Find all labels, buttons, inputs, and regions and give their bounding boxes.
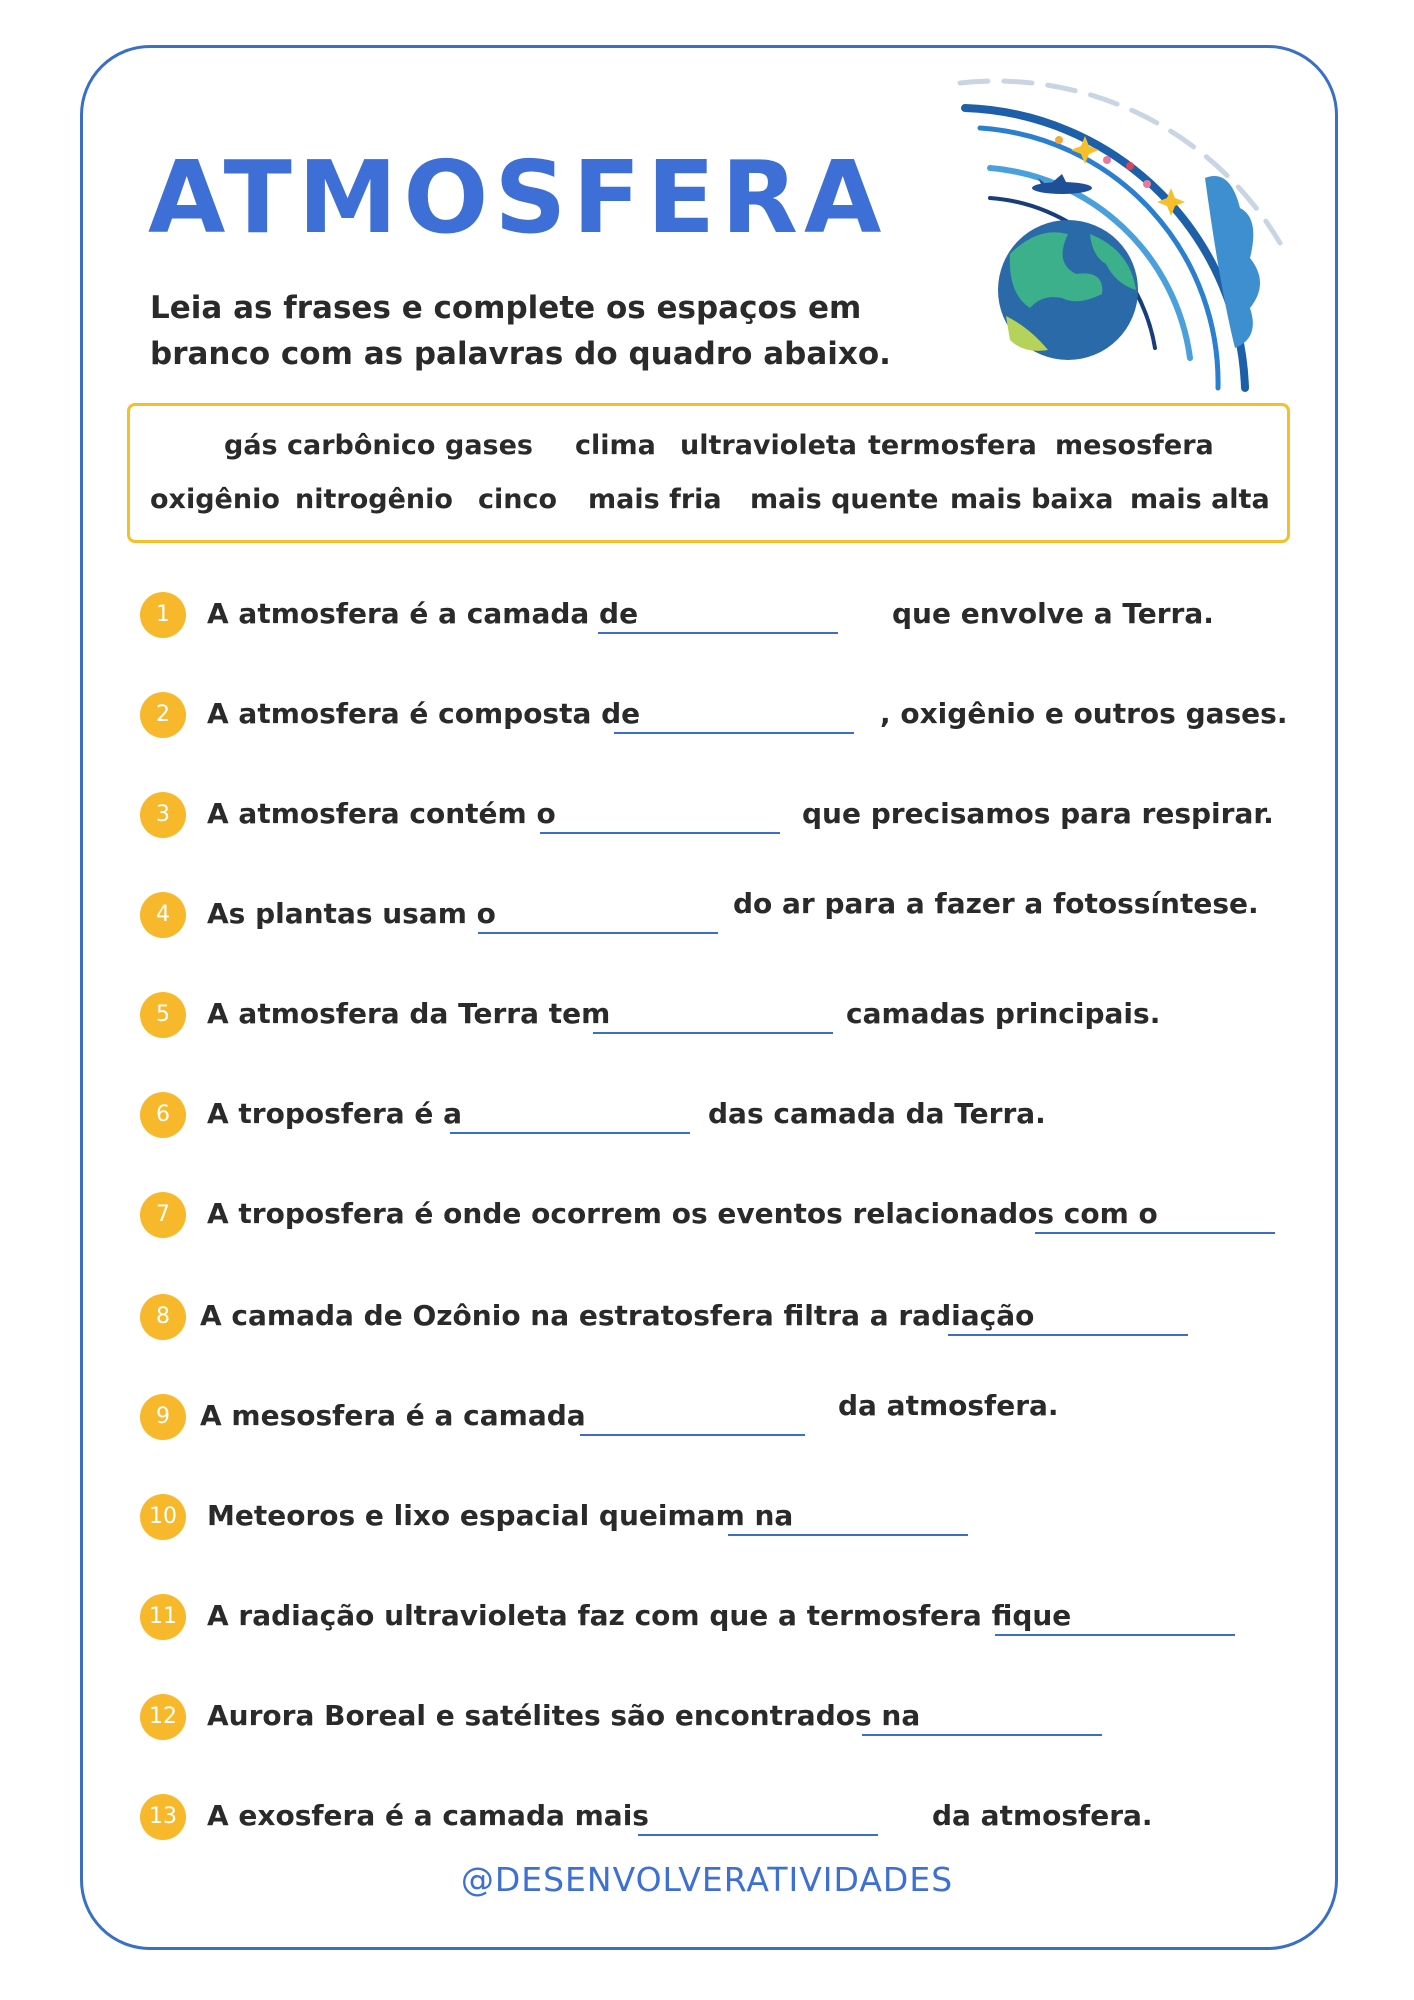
question-text: A troposfera é a [207,1097,463,1130]
question-number-badge: 8 [140,1294,186,1340]
word-bank-item: termosfera [868,430,1037,461]
question-text-after: da atmosfera. [838,1389,1059,1422]
word-bank-item: cinco [478,484,558,515]
question-number-badge: 5 [140,992,186,1038]
word-bank-item: clima [575,430,656,461]
question-5 [0,984,1414,1044]
word-bank-item: mais fria [588,484,722,515]
question-7 [0,1184,1414,1244]
word-bank [127,403,1290,543]
question-number-badge: 1 [140,592,186,638]
answer-blank[interactable] [862,1734,1102,1736]
word-bank-item: mais baixa [950,484,1114,515]
question-text-after: das camada da Terra. [708,1097,1046,1130]
question-text: A mesosfera é a camada [200,1399,586,1432]
answer-blank[interactable] [728,1534,968,1536]
question-text-after: que precisamos para respirar. [802,797,1274,830]
question-number-badge: 6 [140,1092,186,1138]
answer-blank[interactable] [1035,1232,1275,1234]
word-bank-item: nitrogênio [295,484,453,515]
question-text: A atmosfera é composta de [207,697,641,730]
question-4 [0,884,1414,944]
question-13 [0,1786,1414,1846]
instructions [150,285,910,377]
question-text-after: que envolve a Terra. [892,597,1214,630]
question-number-badge: 9 [140,1394,186,1440]
question-number-badge: 3 [140,792,186,838]
question-8 [0,1286,1414,1346]
instructions-line-1: Leia as frases e complete os espaços em [150,290,862,326]
question-text: Meteoros e lixo espacial queimam na [207,1499,794,1532]
question-number-badge: 7 [140,1192,186,1238]
question-10 [0,1486,1414,1546]
question-3 [0,784,1414,844]
question-number-badge: 12 [140,1694,186,1740]
question-text-after: da atmosfera. [932,1799,1153,1832]
answer-blank[interactable] [614,732,854,734]
answer-blank[interactable] [995,1634,1235,1636]
word-bank-item: oxigênio [150,484,280,515]
question-text: A camada de Ozônio na estratosfera filtra a radiação [200,1299,1035,1332]
question-number-badge: 11 [140,1594,186,1640]
answer-blank[interactable] [450,1132,690,1134]
question-text: A atmosfera da Terra tem [207,997,611,1030]
question-text: A exosfera é a camada mais [207,1799,649,1832]
answer-blank[interactable] [593,1032,833,1034]
answer-blank[interactable] [540,832,780,834]
word-bank-item: gases [445,430,534,461]
question-number-badge: 13 [140,1794,186,1840]
question-text: A troposfera é onde ocorrem os eventos relacionados com o [207,1197,1158,1230]
answer-blank[interactable] [478,932,718,934]
word-bank-row-1 [130,426,1287,466]
question-9 [0,1386,1414,1446]
question-text-after: do ar para a fazer a fotossíntese. [733,887,1259,920]
answer-blank[interactable] [598,632,838,634]
answer-blank[interactable] [580,1434,805,1436]
question-11 [0,1586,1414,1646]
question-text: Aurora Boreal e satélites são encontrados na [207,1699,921,1732]
word-bank-item: mesosfera [1055,430,1214,461]
question-text-after: , oxigênio e outros gases. [880,697,1288,730]
question-text-after: camadas principais. [846,997,1161,1030]
question-text: A atmosfera é a camada de [207,597,639,630]
question-number-badge: 10 [140,1494,186,1540]
word-bank-item: ultravioleta [680,430,858,461]
page-title: ATMOSFERA [148,139,888,256]
word-bank-item: mais quente [750,484,939,515]
question-6 [0,1084,1414,1144]
question-1 [0,584,1414,644]
question-text: A radiação ultravioleta faz com que a termosfera fique [207,1599,1072,1632]
word-bank-row-2 [130,480,1287,520]
question-number-badge: 4 [140,892,186,938]
question-text: A atmosfera contém o [207,797,556,830]
instructions-line-2: branco com as palavras do quadro abaixo. [150,336,891,372]
answer-blank[interactable] [948,1334,1188,1336]
question-number-badge: 2 [140,692,186,738]
answer-blank[interactable] [638,1834,878,1836]
earth-atmosphere-illustration [950,58,1300,418]
word-bank-item: gás carbônico [224,430,436,461]
question-12 [0,1686,1414,1746]
footer-handle: @DESENVOLVERATIVIDADES [460,1860,954,1899]
word-bank-item: mais alta [1130,484,1270,515]
question-2 [0,684,1414,744]
earth-icon [998,220,1138,360]
question-text: As plantas usam o [207,897,496,930]
